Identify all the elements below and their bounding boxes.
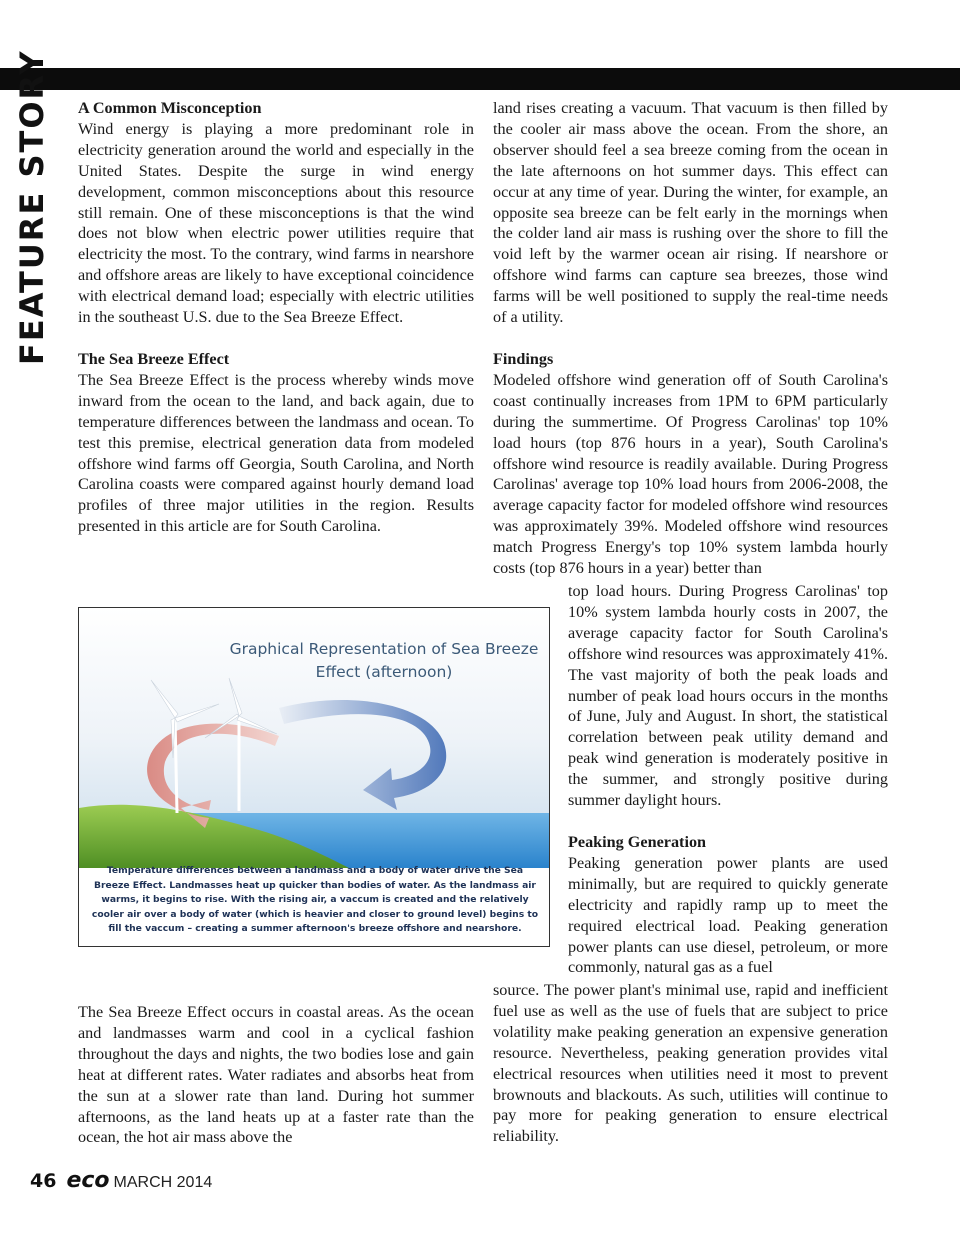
left-column-top: [78, 98, 474, 537]
sea-breeze-figure: [78, 607, 550, 947]
paragraph: The Sea Breeze Effect is the process whereby winds move inward from the ocean to the land, and back again, due to temperature differences between the landmass and ocean. To test this premise, electrical generation data from modeled offshore wind farms off Georgia, South Carolina, and North Carolina coasts were compared against hourly demand load profiles of three major utilities in the region. Results presented in this article are for South Carolina.: [78, 370, 474, 536]
paragraph: land rises creating a vacuum. That vacuum is then filled by the cooler air mass above the ocean. From the shore, an observer should feel a sea breeze coming from the ocean in the late afternoons on hot summer days. This effect can occur at any time of year. During the winter, for example, an opposite sea breeze can be felt early in the mornings when the colder land air mass is rushing over the shore to fill the void left by the warmer ocean air rising. If nearshore or offshore wind farms can capture sea breezes, those wind farms will be well positioned to supply the real-time needs of a utility.: [493, 99, 888, 327]
right-column-top: [493, 98, 888, 579]
issue-date: MARCH 2014: [113, 1174, 213, 1191]
paragraph: Modeled offshore wind generation off of South Carolina's coast continually increases from 1PM to 6PM particularly during the summertime. Of Progress Carolinas' top 10% load hours (top 876 hours in a year), South Carolina's offshore wind resource is readily available. During Progress Carolinas' average top 10% load hours from 2006-2008, the average capacity factor for modeled offshore wind resources was approximately 39%. Modeled offshore wind resources match Progress Energy's top 10% system lambda hourly costs (top 876 hours in a year) better than: [493, 370, 888, 578]
paragraph: Peaking generation power plants are used minimally, but are required to quickly generate electricity and rapidly ramp up to meet the required electrical load. Peaking generation power plants can use diesel, petroleum, or more commonly, natural gas as a fuel: [568, 853, 888, 977]
page-number: 46: [30, 1170, 57, 1192]
magazine-logo: eco: [66, 1168, 110, 1193]
section-label: FEATURE STORY: [13, 49, 51, 365]
heading-sea-breeze-effect: The Sea Breeze Effect: [78, 349, 230, 368]
right-column-bottom: [493, 980, 888, 1147]
left-column-bottom: [78, 1002, 474, 1148]
paragraph: The Sea Breeze Effect occurs in coastal areas. As the ocean and landmasses warm and cool in a cyclical fashion throughout the days and nights, the two bodies lose and gain heat at different rates. Water radiates and absorbs heat from the sun at a slower rate than land. During hot summer afternoons, as the land heats up at a faster rate than the ocean, the hot air mass above the: [78, 1003, 474, 1147]
figure-title-line: Graphical Representation of Sea Breeze: [229, 640, 539, 658]
heading-common-misconception: A Common Misconception: [78, 99, 262, 117]
heading-findings: Findings: [493, 349, 554, 368]
figure-title-line: Effect (afternoon): [315, 663, 453, 681]
paragraph: Wind energy is playing a more predominant role in electricity generation around the world and especially in the United States. Despite the surge in wind energy development, common misconceptions about this resource still remain. One of these misconceptions is that the wind does not blow when electric power utilities require that electricity the most. To the contrary, wind farms in nearshore and offshore areas are likely to have exceptional coincidence with electrical demand load; especially with electric utilities in the southeast U.S. due to the Sea Breeze Effect.: [78, 119, 474, 327]
paragraph: source. The power plant's minimal use, rapid and inefficient fuel use as well as the use of fuels that are subject to price volatility make peaking generation an expensive generation resource. Nevertheless, peaking generation provides vital electrical resources when utilities need it most to prevent brownouts and blackouts. As such, utilities will continue to pay more for peaking generation to ensure electrical reliability.: [493, 981, 888, 1146]
header-rule: [0, 68, 960, 90]
heading-peaking-generation: Peaking Generation: [568, 832, 707, 851]
page-footer: [30, 1168, 212, 1193]
right-column-indented: [568, 581, 888, 978]
figure-title: [219, 638, 549, 684]
figure-caption: Temperature differences between a landmass and a body of water drive the Sea Breeze Effect. Landmasses heat up quicker than bodies of water. As the landmass air warms, it begins to rise. With the rising air, a vaccum is created and the relatively cooler air over a body of water (which is heavier and closer to ground level) begins to fill the vaccum – creating a summer afternoon's breeze offshore and nearshore.: [91, 865, 539, 935]
paragraph: top load hours. During Progress Carolinas' top 10% system lambda hourly costs in 2007, the average capacity factor for South Carolina's offshore wind resources was approximately 41%. The vast majority of both the peak loads and number of peak load hours occurs in the months of June, July and August. In short, the statistical correlation between peak utility demand and peak wind generation is moderately positive in the summer, and strongly positive during summer daylight hours.: [568, 582, 888, 810]
